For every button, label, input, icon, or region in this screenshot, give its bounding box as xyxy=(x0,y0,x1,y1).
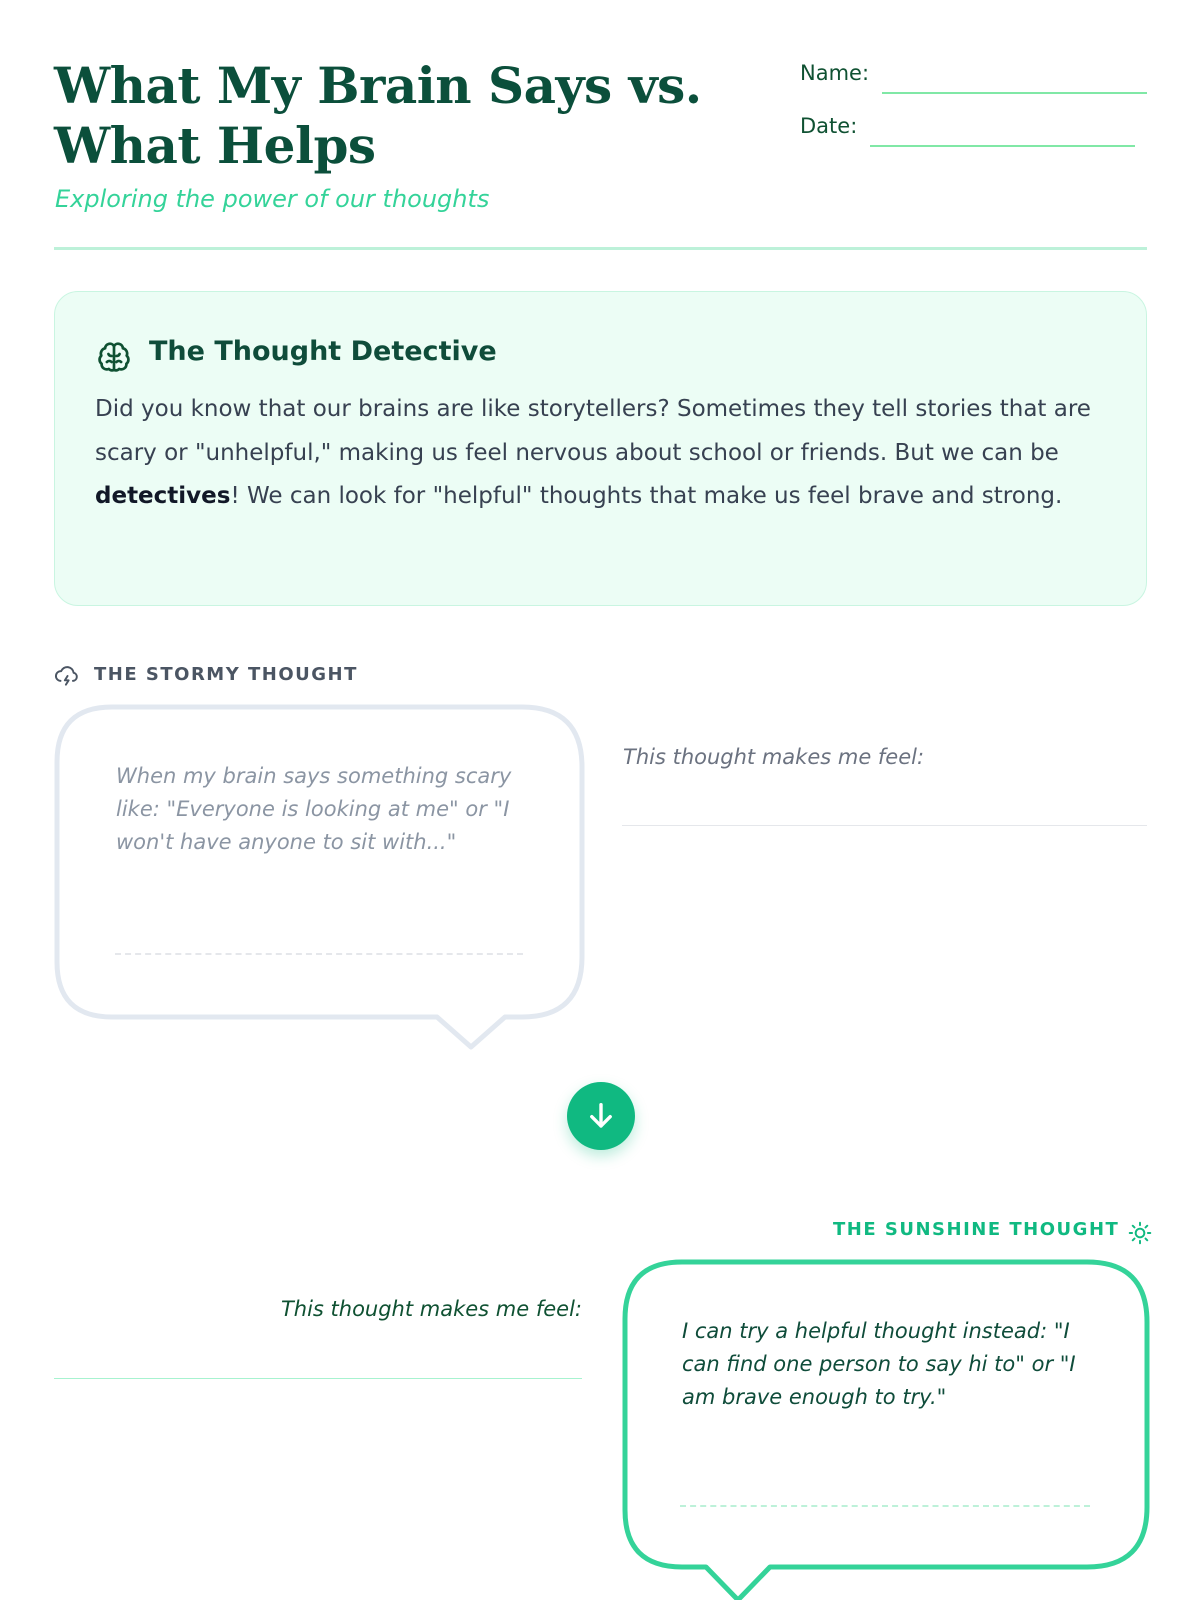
sunshine-thought-prompt: I can try a helpful thought instead: "I can find one person to say hi to" or "I am brave enough to try." xyxy=(682,1319,1076,1409)
sunshine-answer-line[interactable] xyxy=(680,1505,1090,1507)
page-subtitle: Exploring the power of our thoughts xyxy=(55,185,490,213)
sunshine-thought-label: THE SUNSHINE THOUGHT xyxy=(833,1219,1120,1240)
stormy-thought-label: THE STORMY THOUGHT xyxy=(94,664,358,685)
stormy-thought-prompt: When my brain says something scary like: "Everyone is looking at me" or "I won't have anyone to sit with..." xyxy=(116,764,512,854)
info-title: The Thought Detective xyxy=(149,336,497,367)
stormy-feel-label: This thought makes me feel: xyxy=(623,745,925,769)
sunshine-feel-label: This thought makes me feel: xyxy=(280,1297,582,1321)
detectives-emphasis: detectives xyxy=(95,483,231,509)
date-label: Date: xyxy=(800,114,858,138)
sunshine-feel-answer-line[interactable] xyxy=(54,1378,582,1379)
page-title: What My Brain Says vs. What Helps xyxy=(54,56,702,175)
info-body: Did you know that our brains are like storytellers? Sometimes they tell stories that are scary or "unhelpful," making us feel nervous about school or friends. But we can be detectives! We can look for "helpful" thoughts that make us feel brave and strong. xyxy=(95,396,1091,509)
name-label: Name: xyxy=(800,61,870,85)
